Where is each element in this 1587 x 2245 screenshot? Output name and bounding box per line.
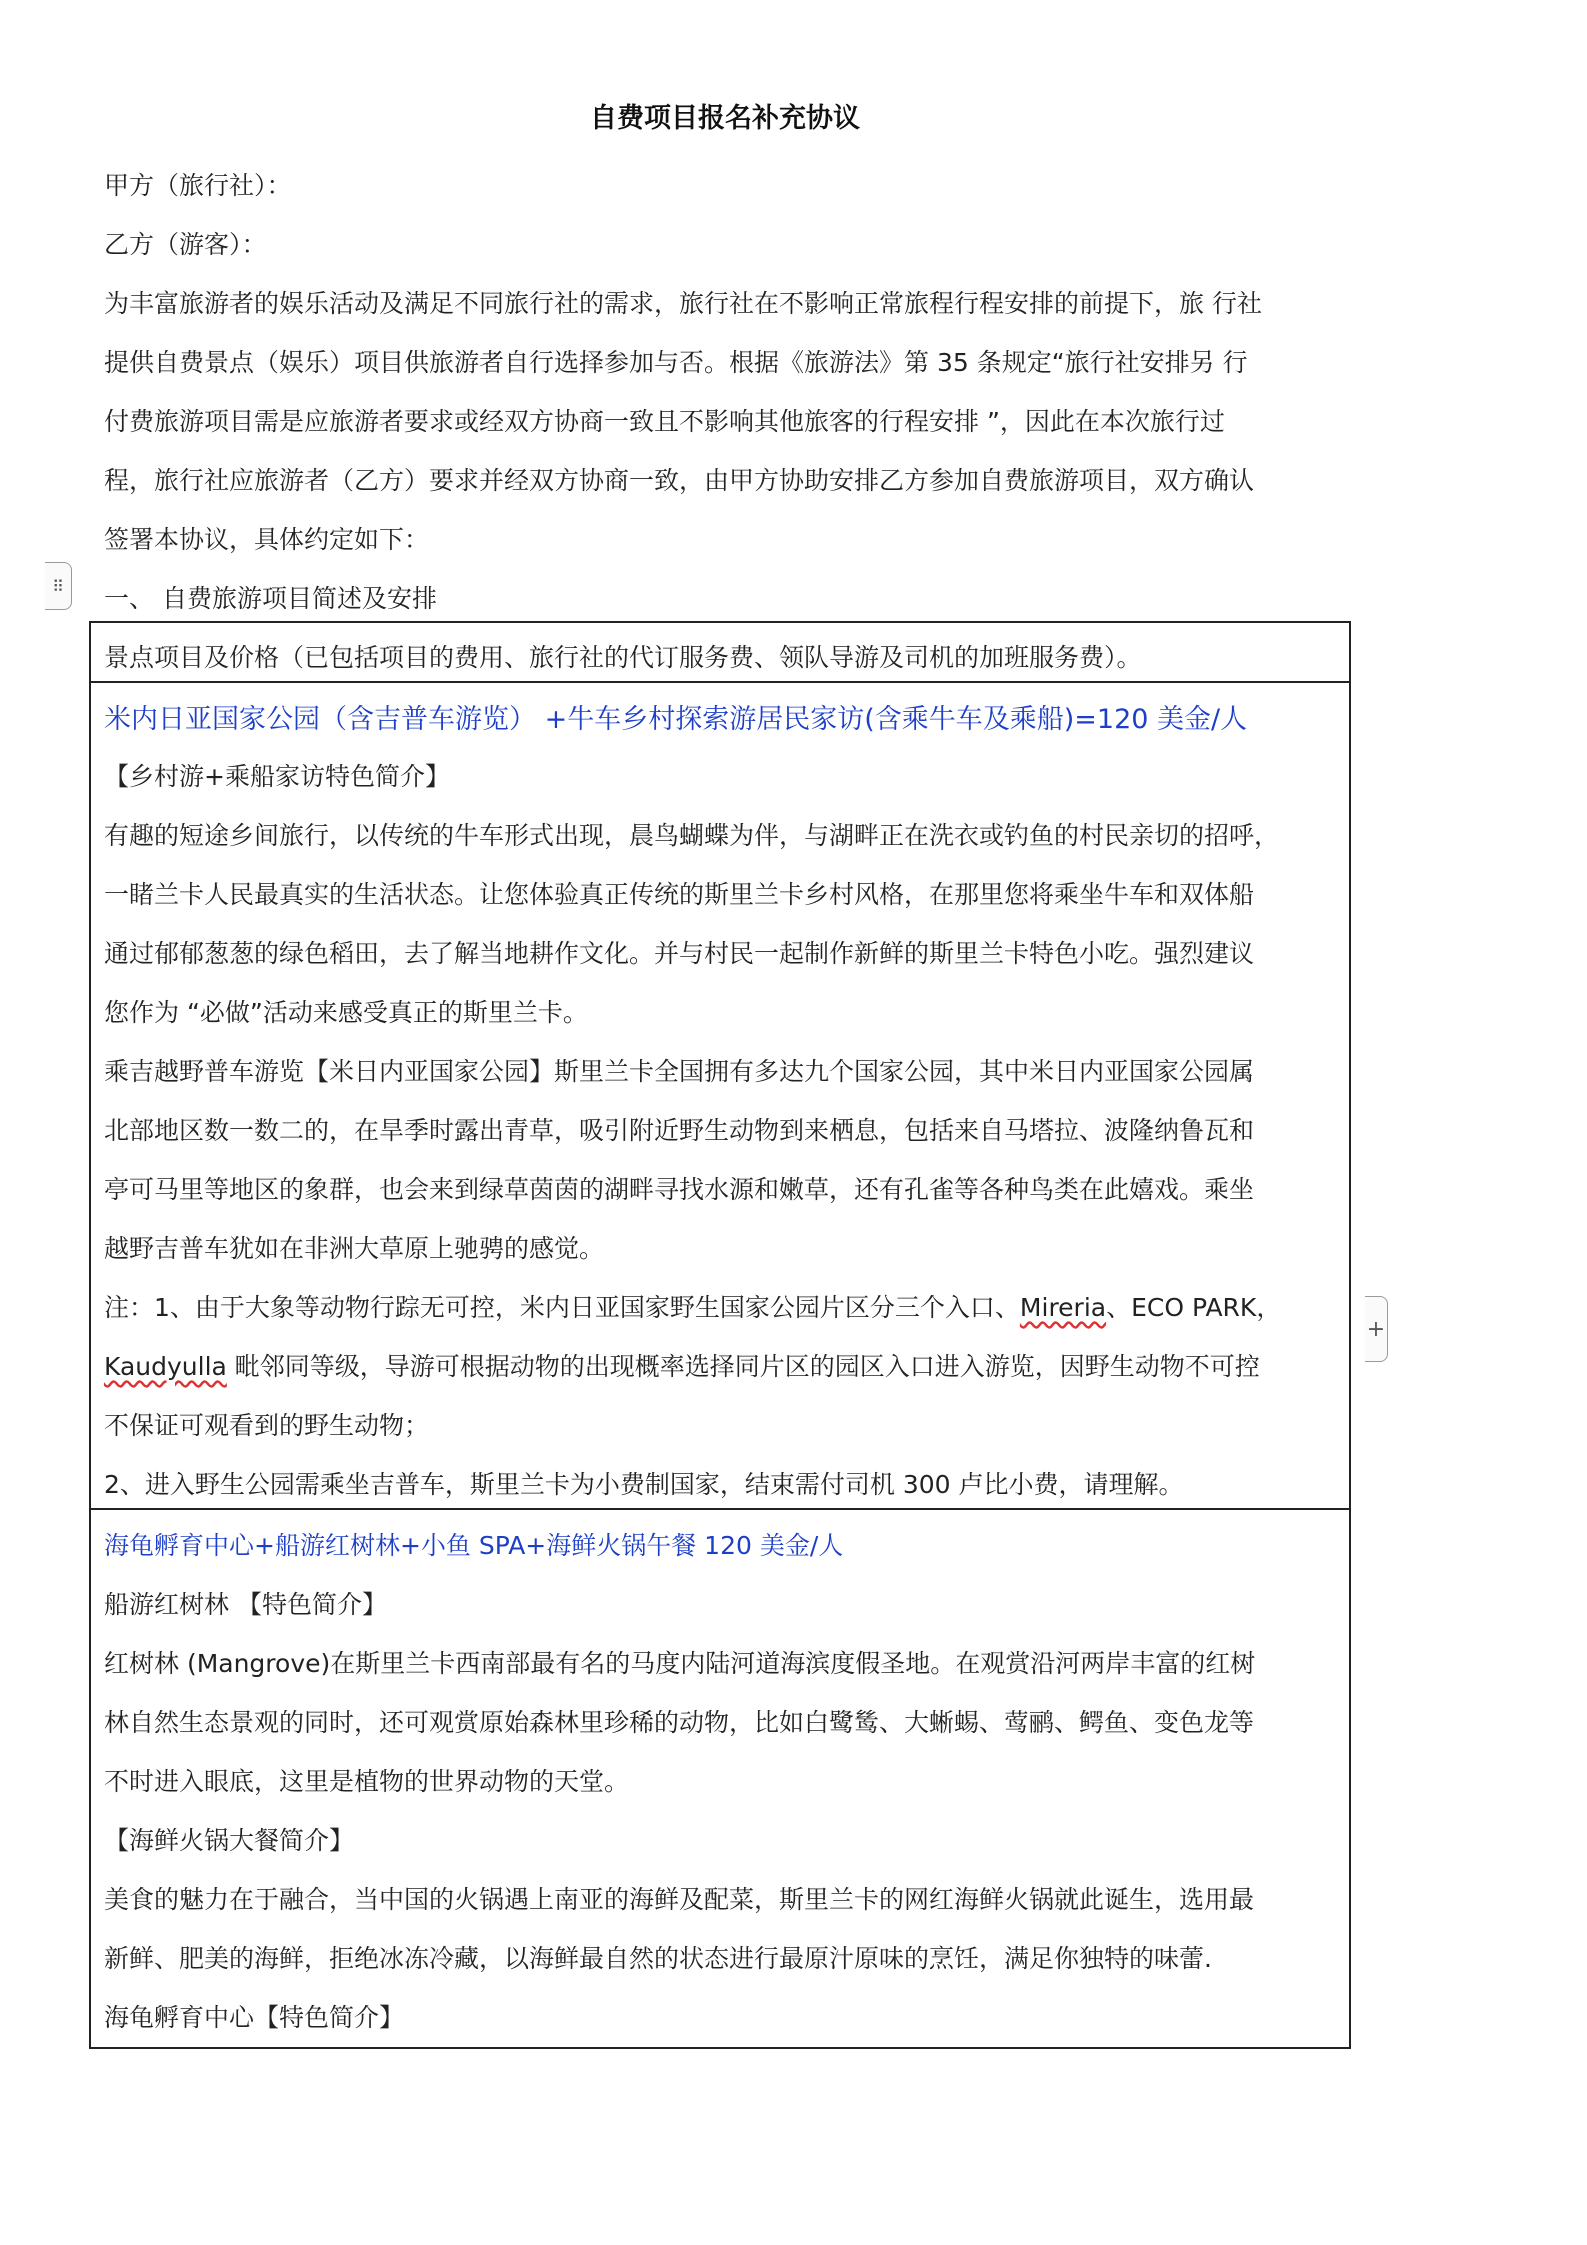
item2-paragraph-line: 林自然生态景观的同时，还可观赏原始森林里珍稀的动物，比如白鹭鸶、大蜥蜴、莺鹂、鳄鱼、变色龙等 <box>104 1708 1255 1737</box>
item1-subtitle: 【乡村游+乘船家访特色简介】 <box>104 762 450 791</box>
item1-paragraph-line: 乘吉越野普车游览【米日内亚国家公园】斯里兰卡全国拥有多达九个国家公园，其中米日内亚国家公园属 <box>104 1057 1255 1086</box>
item1-paragraph-line: 您作为 “必做”活动来感受真正的斯里兰卡。 <box>104 998 588 1027</box>
item1-note-line <box>104 1347 1260 1383</box>
item1-note-line: 不保证可观看到的野生动物； <box>104 1411 430 1440</box>
item1-note-line: 2、进入野生公园需乘坐吉普车，斯里兰卡为小费制国家，结束需付司机 300 卢比小费，请理解。 <box>104 1470 1184 1499</box>
item2-subtitle: 海龟孵育中心【特色简介】 <box>104 2003 405 2032</box>
item2-subtitle: 船游红树林 【特色简介】 <box>104 1590 387 1619</box>
drag-handle-icon[interactable]: ⠿ <box>45 562 72 610</box>
table-divider <box>89 1508 1351 1510</box>
item1-paragraph-line: 通过郁郁葱葱的绿色稻田，去了解当地耕作文化。并与村民一起制作新鲜的斯里兰卡特色小吃。强烈建议 <box>104 939 1255 968</box>
item1-paragraph-line: 一睹兰卡人民最真实的生活状态。让您体验真正传统的斯里兰卡乡村风格，在那里您将乘坐牛车和双体船 <box>104 880 1255 909</box>
party-a-line: 甲方（旅行社）： <box>104 171 292 200</box>
page-title: 自费项目报名补充协议 <box>590 103 860 134</box>
add-row-icon[interactable]: + <box>1365 1296 1388 1362</box>
note-text: 注：1、由于大象等动物行踪无可控，米内日亚国家野生国家公园片区分三个入口、 <box>104 1293 1020 1322</box>
intro-line: 程，旅行社应旅游者（乙方）要求并经双方协商一致，由甲方协助安排乙方参加自费旅游项目，双方确认 <box>104 466 1255 495</box>
item1-title: 米内日亚国家公园（含吉普车游览） +牛车乡村探索游居民家访(含乘牛车及乘船)=120 美金/人 <box>104 704 1248 735</box>
item1-paragraph-line: 越野吉普车犹如在非洲大草原上驰骋的感觉。 <box>104 1234 605 1263</box>
table-header-cell: 景点项目及价格（已包括项目的费用、旅行社的代订服务费、领队导游及司机的加班服务费）。 <box>104 643 1142 672</box>
note-text: 、ECO PARK， <box>1106 1293 1282 1322</box>
item2-paragraph-line: 美食的魅力在于融合，当中国的火锅遇上南亚的海鲜及配菜，斯里兰卡的网红海鲜火锅就此诞生，选用最 <box>104 1885 1255 1914</box>
spellcheck-word[interactable]: Kaudyulla <box>104 1352 227 1381</box>
item1-paragraph-line: 北部地区数一数二的，在旱季时露出青草，吸引附近野生动物到来栖息，包括来自马塔拉、波隆纳鲁瓦和 <box>104 1116 1255 1145</box>
item2-subtitle: 【海鲜火锅大餐简介】 <box>104 1826 355 1855</box>
table-divider <box>89 681 1351 683</box>
intro-line: 为丰富旅游者的娱乐活动及满足不同旅行社的需求，旅行社在不影响正常旅程行程安排的前提下，旅 行社 <box>104 289 1262 318</box>
item1-paragraph-line: 有趣的短途乡间旅行，以传统的牛车形式出现，晨鸟蝴蝶为伴，与湖畔正在洗衣或钓鱼的村民亲切的招呼， <box>104 821 1280 850</box>
intro-line: 提供自费景点（娱乐）项目供旅游者自行选择参加与否。根据《旅游法》第 35 条规定“旅行社安排另 行 <box>104 348 1248 377</box>
item2-paragraph-line: 新鲜、肥美的海鲜，拒绝冰冻冷藏，以海鲜最自然的状态进行最原汁原味的烹饪，满足你独特的味蕾. <box>104 1944 1212 1973</box>
spellcheck-word[interactable]: Mireria <box>1019 1293 1107 1322</box>
item2-title: 海龟孵育中心+船游红树林+小鱼 SPA+海鲜火锅午餐 120 美金/人 <box>104 1531 844 1560</box>
section-heading: 一、 自费旅游项目简述及安排 <box>104 584 437 613</box>
intro-line: 签署本协议，具体约定如下： <box>104 525 430 554</box>
party-b-line: 乙方（游客）： <box>104 230 267 259</box>
item1-note-line <box>104 1288 1281 1324</box>
intro-line: 付费旅游项目需是应旅游者要求或经双方协商一致且不影响其他旅客的行程安排 ”，因此在本次旅行过 <box>104 407 1225 436</box>
item1-paragraph-line: 亭可马里等地区的象群，也会来到绿草茵茵的湖畔寻找水源和嫩草，还有孔雀等各种鸟类在此嬉戏。乘坐 <box>104 1175 1255 1204</box>
item2-paragraph-line: 不时进入眼底，这里是植物的世界动物的天堂。 <box>104 1767 630 1796</box>
note-text: 毗邻同等级，导游可根据动物的出现概率选择同片区的园区入口进入游览，因野生动物不可控 <box>226 1352 1260 1381</box>
item2-paragraph-line: 红树林 (Mangrove)在斯里兰卡西南部最有名的马度内陆河道海滨度假圣地。在观赏沿河两岸丰富的红树 <box>104 1649 1256 1678</box>
